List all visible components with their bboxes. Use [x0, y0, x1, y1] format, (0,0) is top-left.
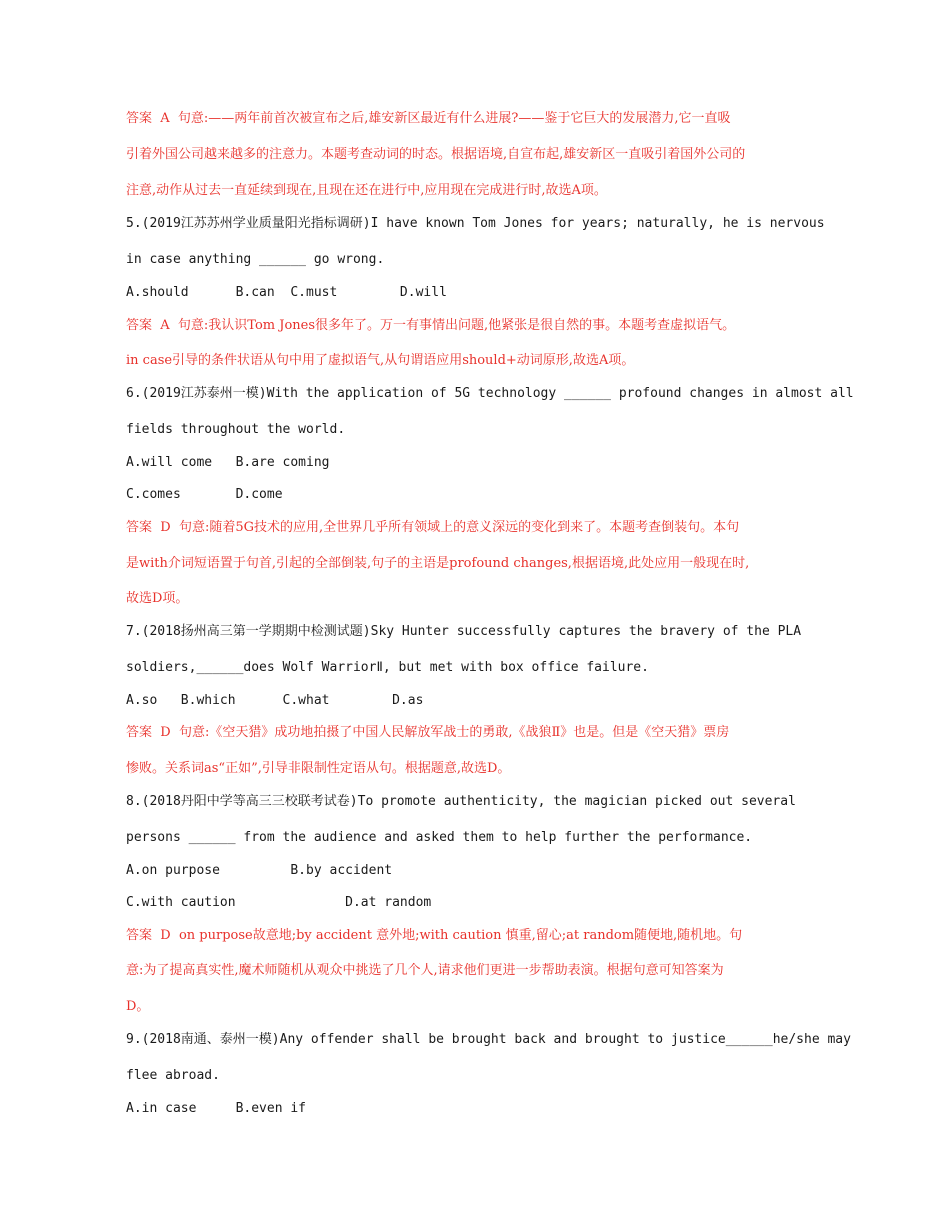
answer-4-line-1: 答案 A 句意:——两年前首次被宣布之后,雄安新区最近有什么进展?——鉴于它巨大的发展潜力,它一直吸 — [126, 111, 731, 126]
question-8-options-1: A.on purpose B.by accident — [126, 863, 393, 878]
answer-4-line-3: 注意,动作从过去一直延续到现在,且现在还在进行中,应用现在完成进行时,故选A项。 — [126, 183, 607, 198]
answer-7-line-1: 答案 D 句意:《空天猎》成功地拍摄了中国人民解放军战士的勇敢,《战狼Ⅱ》也是。但是《空天猎》票房 — [126, 725, 730, 740]
question-5-options: A.should B.can C.must D.will — [126, 285, 447, 300]
question-7-stem-cont: soldiers,______does Wolf WarriorⅡ, but met with box office failure. — [126, 660, 649, 675]
answer-5-line-2: in case引导的条件状语从句中用了虚拟语气,从句谓语应用should+动词原形,故选A项。 — [126, 353, 635, 368]
answer-8-line-2: 意:为了提高真实性,魔术师随机从观众中挑选了几个人,请求他们更进一步帮助表演。根据句意可知答案为 — [126, 963, 724, 978]
answer-6-line-3: 故选D项。 — [126, 591, 189, 606]
question-8-stem-cont: persons ______ from the audience and asked them to help further the performance. — [126, 830, 753, 845]
answer-8-line-1: 答案 D on purpose故意地;by accident 意外地;with caution 慎重,留心;at random随便地,随机地。句 — [126, 928, 743, 943]
question-8-stem: 8.(2018丹阳中学等高三三校联考试卷)To promote authenticity, the magician picked out several — [126, 794, 796, 809]
answer-7-line-2: 惨败。关系词as“正如”,引导非限制性定语从句。根据题意,故选D。 — [126, 761, 511, 776]
answer-8-line-3: D。 — [126, 999, 150, 1014]
answer-6-line-1: 答案 D 句意:随着5G技术的应用,全世界几乎所有领域上的意义深远的变化到来了。本题考查倒装句。本句 — [126, 520, 740, 535]
question-8-options-2: C.with caution D.at random — [126, 895, 432, 910]
question-6-options-2: C.comes D.come — [126, 487, 283, 502]
answer-5-line-1: 答案 A 句意:我认识Tom Jones很多年了。万一有事情出问题,他紧张是很自然的事。本题考查虚拟语气。 — [126, 318, 736, 333]
question-5-stem: 5.(2019江苏苏州学业质量阳光指标调研)I have known Tom Jones for years; naturally, he is nervous — [126, 216, 825, 231]
question-9-stem-cont: flee abroad. — [126, 1068, 220, 1083]
answer-4-line-2: 引着外国公司越来越多的注意力。本题考查动词的时态。根据语境,自宣布起,雄安新区一直吸引着国外公司的 — [126, 147, 746, 162]
question-6-stem-cont: fields throughout the world. — [126, 422, 346, 437]
question-6-options-1: A.will come B.are coming — [126, 455, 330, 470]
question-7-stem: 7.(2018扬州高三第一学期期中检测试题)Sky Hunter successfully captures the bravery of the PLA — [126, 624, 802, 639]
question-9-stem: 9.(2018南通、泰州一模)Any offender shall be brought back and brought to justice______he/she may — [126, 1032, 851, 1047]
question-5-stem-cont: in case anything ______ go wrong. — [126, 252, 385, 267]
question-6-stem: 6.(2019江苏泰州一模)With the application of 5G technology ______ profound changes in almost all — [126, 386, 854, 401]
question-7-options: A.so B.which C.what D.as — [126, 693, 424, 708]
question-9-options: A.in case B.even if — [126, 1101, 307, 1116]
answer-6-line-2: 是with介词短语置于句首,引起的全部倒装,句子的主语是profound changes,根据语境,此处应用一般现在时, — [126, 556, 750, 571]
